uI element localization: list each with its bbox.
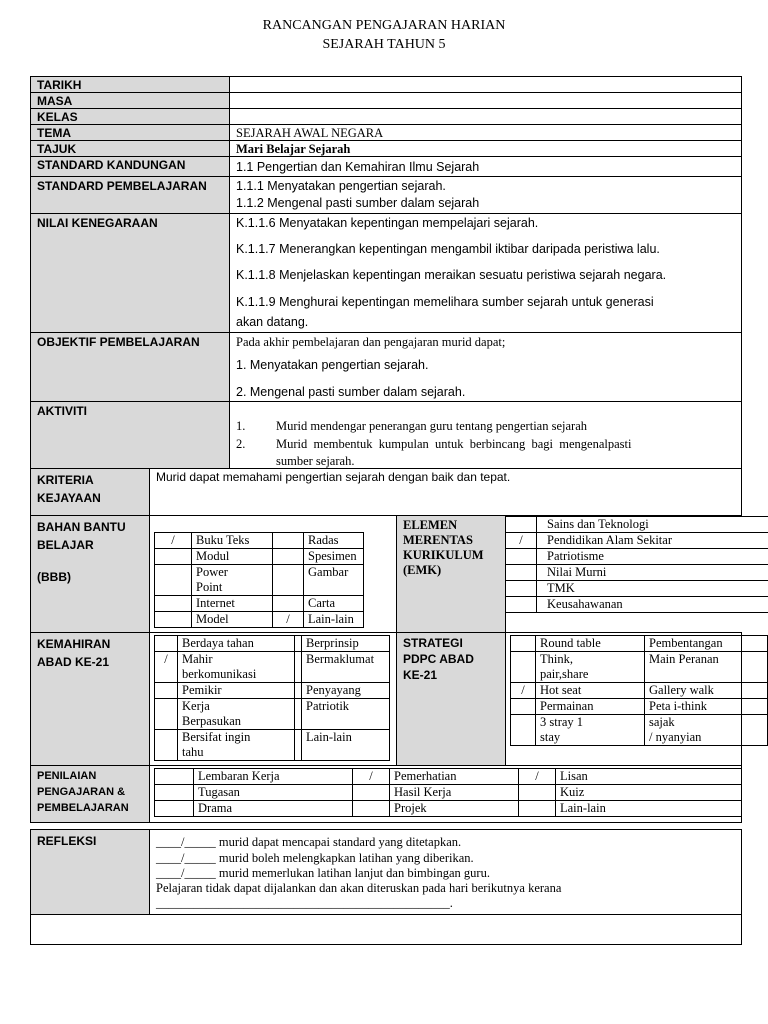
refleksi-line[interactable]: ____/_____ murid memerlukan latihan lanjut dan bimbingan guru. bbox=[156, 866, 490, 880]
check-cell[interactable] bbox=[273, 596, 304, 612]
strategi-option: Hot seat bbox=[536, 683, 645, 699]
abad-option bbox=[302, 745, 390, 761]
strategi-option: 3 stray 1 bbox=[536, 715, 645, 731]
abad-option: Bersifat ingin bbox=[178, 730, 295, 746]
check-cell[interactable] bbox=[506, 597, 537, 613]
emk-label-3: KURIKULUM bbox=[403, 548, 484, 562]
emk-option: Pendidikan Alam Sekitar bbox=[537, 533, 768, 549]
table-row bbox=[511, 715, 768, 731]
label-nilai-kenegaraan: NILAI KENEGARAAN bbox=[30, 213, 230, 333]
abad-option: tahu bbox=[178, 745, 295, 761]
table-row bbox=[155, 533, 364, 549]
table-row bbox=[155, 769, 742, 785]
emk-label-1: ELEMEN bbox=[403, 518, 458, 532]
penilaian-option: Pemerhatian bbox=[390, 769, 519, 785]
abad-option bbox=[302, 714, 390, 730]
check-cell[interactable] bbox=[353, 785, 390, 801]
strategi-option: stay bbox=[536, 730, 645, 746]
strategi-option: Round table bbox=[536, 636, 645, 652]
value-tarikh[interactable] bbox=[229, 76, 742, 93]
check-cell[interactable] bbox=[295, 730, 302, 761]
abad-option: Patriotik bbox=[302, 699, 390, 715]
check-cell[interactable] bbox=[155, 785, 194, 801]
strategi-table bbox=[510, 635, 768, 746]
strategi-option bbox=[645, 667, 768, 683]
value-kriteria-kejayaan: Murid dapat memahami pengertian sejarah dengan baik dan tepat. bbox=[149, 468, 742, 516]
bbb-option: Radas bbox=[304, 533, 364, 549]
abad-option: berkomunikasi bbox=[178, 667, 295, 683]
value-kelas[interactable] bbox=[229, 108, 742, 125]
table-row bbox=[155, 683, 390, 699]
penilaian-label-1: PENILAIAN bbox=[37, 770, 97, 782]
refleksi-reason-line[interactable]: _______________________________________________. bbox=[156, 896, 453, 910]
penilaian-option: Lisan bbox=[556, 769, 742, 785]
objektif-item: 2. Mengenal pasti sumber dalam sejarah. bbox=[236, 385, 466, 399]
check-cell[interactable]: / bbox=[511, 683, 536, 699]
nilai-item: K.1.1.6 Menyatakan kepentingan mempelajari sejarah. bbox=[236, 216, 539, 230]
abad-option: Mahir bbox=[178, 652, 295, 668]
abad-option: Bermaklumat bbox=[302, 652, 390, 668]
bbb-option: Carta bbox=[304, 596, 364, 612]
check-cell[interactable] bbox=[295, 699, 302, 730]
bbb-label-3: (BBB) bbox=[37, 570, 71, 584]
strategi-label-3: KE-21 bbox=[403, 668, 438, 682]
abad-label-2: ABAD KE-21 bbox=[37, 655, 110, 669]
label-tajuk: TAJUK bbox=[30, 140, 230, 157]
emk-option: Patriotisme bbox=[537, 549, 768, 565]
emk-option: Nilai Murni bbox=[537, 565, 768, 581]
strategi-option: Think, bbox=[536, 652, 645, 668]
check-cell[interactable] bbox=[155, 549, 192, 565]
abad-option: Berdaya tahan bbox=[178, 636, 295, 652]
table-row bbox=[511, 730, 768, 746]
sp-item-1: 1.1.1 Menyatakan pengertian sejarah. bbox=[236, 179, 446, 193]
objektif-item: 1. Menyatakan pengertian sejarah. bbox=[236, 358, 429, 372]
aktiviti-num-1: 1. bbox=[236, 419, 246, 433]
table-row bbox=[155, 730, 390, 746]
bbb-option: Power bbox=[192, 565, 273, 581]
check-cell[interactable] bbox=[519, 801, 556, 817]
aktiviti-item-1: Murid mendengar penerangan guru tentang pengertian sejarah bbox=[276, 419, 587, 433]
table-row bbox=[155, 612, 364, 628]
check-cell[interactable] bbox=[155, 596, 192, 612]
penilaian-option: Lain-lain bbox=[556, 801, 742, 817]
table-row bbox=[506, 597, 768, 613]
table-row bbox=[155, 699, 390, 715]
strategi-option: / nyanyian bbox=[645, 730, 768, 746]
strategi-option: Permainan bbox=[536, 699, 645, 715]
check-cell[interactable]: / bbox=[519, 769, 556, 785]
table-row bbox=[155, 714, 390, 730]
penilaian-option: Kuiz bbox=[556, 785, 742, 801]
check-cell[interactable] bbox=[273, 533, 304, 549]
sp-item-2: 1.1.2 Mengenal pasti sumber dalam sejarah bbox=[236, 196, 480, 210]
abad-option bbox=[302, 667, 390, 683]
check-cell[interactable] bbox=[519, 785, 556, 801]
bbb-option: Lain-lain bbox=[304, 612, 364, 628]
nilai-item: akan datang. bbox=[236, 315, 309, 329]
check-cell[interactable] bbox=[295, 683, 302, 699]
penilaian-option: Lembaran Kerja bbox=[194, 769, 353, 785]
penilaian-option: Hasil Kerja bbox=[390, 785, 519, 801]
label-standard-kandungan: STANDARD KANDUNGAN bbox=[30, 156, 230, 177]
table-row bbox=[155, 565, 364, 581]
table-row bbox=[511, 667, 768, 683]
strategi-option: Gallery walk bbox=[645, 683, 768, 699]
value-tajuk: Mari Belajar Sejarah bbox=[229, 140, 742, 157]
nilai-item: K.1.1.8 Menjelaskan kepentingan meraikan sesuatu peristiwa sejarah negara. bbox=[236, 268, 667, 282]
strategi-option: Peta i-think bbox=[645, 699, 768, 715]
table-row bbox=[155, 801, 742, 817]
value-objektif bbox=[229, 332, 742, 402]
value-nilai-kenegaraan bbox=[229, 213, 742, 333]
penilaian-label-3: PEMBELAJARAN bbox=[37, 802, 129, 814]
abad-option: Lain-lain bbox=[302, 730, 390, 746]
check-cell[interactable] bbox=[506, 581, 537, 597]
bbb-option: Point bbox=[192, 580, 273, 596]
bbb-option: Gambar bbox=[304, 565, 364, 581]
emk-option: Sains dan Teknologi bbox=[537, 517, 768, 533]
penilaian-option: Tugasan bbox=[194, 785, 353, 801]
label-kemahiran-abad bbox=[30, 632, 150, 766]
penilaian-option: Projek bbox=[390, 801, 519, 817]
check-cell[interactable]: / bbox=[506, 533, 537, 549]
bbb-option: Modul bbox=[192, 549, 273, 565]
abad-option: Pemikir bbox=[178, 683, 295, 699]
label-objektif: OBJEKTIF PEMBELAJARAN bbox=[30, 332, 230, 402]
abad-table bbox=[154, 635, 390, 761]
value-standard-pembelajaran bbox=[229, 176, 742, 214]
strategi-option: Pembentangan bbox=[645, 636, 768, 652]
check-cell[interactable] bbox=[155, 699, 178, 730]
emk-label-4: (EMK) bbox=[403, 563, 442, 577]
check-cell[interactable] bbox=[295, 636, 302, 652]
table-row bbox=[506, 565, 768, 581]
label-penilaian bbox=[30, 765, 150, 823]
emk-option: Keusahawanan bbox=[537, 597, 768, 613]
bbb-option: Spesimen bbox=[304, 549, 364, 565]
value-standard-kandungan: 1.1 Pengertian dan Kemahiran Ilmu Sejarah bbox=[229, 156, 742, 177]
table-row bbox=[155, 596, 364, 612]
penilaian-table bbox=[154, 768, 742, 817]
label-standard-pembelajaran: STANDARD PEMBELAJARAN bbox=[30, 176, 230, 214]
value-tema: SEJARAH AWAL NEGARA bbox=[229, 124, 742, 141]
table-row bbox=[511, 699, 768, 715]
emk-option: TMK bbox=[537, 581, 768, 597]
bbb-option bbox=[304, 580, 364, 596]
abad-label-1: KEMAHIRAN bbox=[37, 637, 111, 651]
refleksi-line: Pelajaran tidak dapat dijalankan dan akan diteruskan pada hari berikutnya kerana bbox=[156, 881, 562, 895]
abad-option: Penyayang bbox=[302, 683, 390, 699]
strategi-option: pair,share bbox=[536, 667, 645, 683]
check-cell[interactable] bbox=[353, 801, 390, 817]
abad-option: Berpasukan bbox=[178, 714, 295, 730]
check-cell[interactable] bbox=[155, 801, 194, 817]
nilai-item: K.1.1.7 Menerangkan kepentingan mengambil iktibar daripada peristiwa lalu. bbox=[236, 242, 660, 256]
aktiviti-item-2: Murid membentuk kumpulan untuk berbincang bagi mengenalpasti bbox=[276, 437, 632, 451]
aktiviti-item-2-cont: sumber sejarah. bbox=[276, 454, 355, 468]
check-cell[interactable] bbox=[511, 699, 536, 715]
table-row bbox=[155, 745, 390, 761]
label-emk bbox=[396, 515, 506, 633]
strategi-label-1: STRATEGI bbox=[403, 636, 463, 650]
bbb-option: Buku Teks bbox=[192, 533, 273, 549]
objektif-intro: Pada akhir pembelajaran dan pengajaran murid dapat; bbox=[236, 335, 506, 349]
check-cell[interactable] bbox=[273, 565, 304, 596]
abad-option: Kerja bbox=[178, 699, 295, 715]
emk-label-2: MERENTAS bbox=[403, 533, 473, 547]
strategi-option: sajak bbox=[645, 715, 768, 731]
table-row bbox=[506, 549, 768, 565]
page-title: RANCANGAN PENGAJARAN HARIAN bbox=[262, 18, 506, 33]
abad-option: Berprinsip bbox=[302, 636, 390, 652]
check-cell[interactable] bbox=[506, 565, 537, 581]
empty-row bbox=[30, 914, 742, 945]
nilai-item: K.1.1.9 Menghurai kepentingan memelihara sumber sejarah untuk generasi bbox=[236, 295, 654, 309]
table-row bbox=[511, 652, 768, 668]
table-row bbox=[155, 785, 742, 801]
check-cell[interactable] bbox=[506, 517, 537, 533]
check-cell[interactable] bbox=[155, 565, 192, 596]
page-subtitle: SEJARAH TAHUN 5 bbox=[322, 37, 446, 52]
bbb-label-1: BAHAN BANTU bbox=[37, 520, 126, 534]
check-cell[interactable] bbox=[155, 636, 178, 652]
label-kelas: KELAS bbox=[30, 108, 230, 125]
check-cell[interactable] bbox=[506, 549, 537, 565]
check-cell[interactable] bbox=[511, 715, 536, 746]
label-aktiviti: AKTIVITI bbox=[30, 401, 230, 469]
refleksi-line[interactable]: ____/_____ murid dapat mencapai standard yang ditetapkan. bbox=[156, 835, 462, 849]
bbb-option: Internet bbox=[192, 596, 273, 612]
value-aktiviti bbox=[229, 401, 742, 469]
check-cell[interactable] bbox=[511, 636, 536, 652]
table-row bbox=[155, 667, 390, 683]
penilaian-option: Drama bbox=[194, 801, 353, 817]
refleksi-line[interactable]: ____/_____ murid boleh melengkapkan latihan yang diberikan. bbox=[156, 851, 474, 865]
kriteria-label-1: KRITERIA bbox=[37, 473, 94, 487]
value-refleksi bbox=[149, 829, 742, 915]
check-cell[interactable] bbox=[511, 652, 536, 683]
label-tarikh: TARIKH bbox=[30, 76, 230, 93]
check-cell[interactable]: / bbox=[353, 769, 390, 785]
bbb-label-2: BELAJAR bbox=[37, 538, 94, 552]
bbb-table bbox=[154, 532, 364, 628]
check-cell[interactable] bbox=[155, 769, 194, 785]
table-row bbox=[511, 636, 768, 652]
table-row bbox=[155, 652, 390, 668]
strategi-label-2: PDPC ABAD bbox=[403, 652, 474, 666]
table-row bbox=[506, 581, 768, 597]
check-cell[interactable]: / bbox=[155, 652, 178, 683]
table-row bbox=[155, 549, 364, 565]
label-masa: MASA bbox=[30, 92, 230, 109]
check-cell[interactable] bbox=[155, 730, 178, 761]
strategi-option: Main Peranan bbox=[645, 652, 768, 668]
label-kriteria-kejayaan bbox=[30, 468, 150, 516]
table-row bbox=[506, 517, 768, 533]
table-row bbox=[155, 636, 390, 652]
label-refleksi: REFLEKSI bbox=[30, 829, 150, 915]
check-cell[interactable] bbox=[295, 652, 302, 683]
check-cell[interactable] bbox=[155, 612, 192, 628]
kriteria-label-2: KEJAYAAN bbox=[37, 491, 101, 505]
check-cell[interactable]: / bbox=[155, 533, 192, 549]
aktiviti-num-2: 2. bbox=[236, 437, 246, 451]
check-cell[interactable] bbox=[155, 683, 178, 699]
bbb-option: Model bbox=[192, 612, 273, 628]
label-tema: TEMA bbox=[30, 124, 230, 141]
label-strategi bbox=[396, 632, 506, 766]
emk-table bbox=[505, 516, 768, 613]
label-bbb bbox=[30, 515, 150, 633]
check-cell[interactable]: / bbox=[273, 612, 304, 628]
check-cell[interactable] bbox=[273, 549, 304, 565]
penilaian-label-2: PENGAJARAN & bbox=[37, 786, 126, 798]
table-row bbox=[506, 533, 768, 549]
table-row bbox=[511, 683, 768, 699]
value-masa[interactable] bbox=[229, 92, 742, 109]
